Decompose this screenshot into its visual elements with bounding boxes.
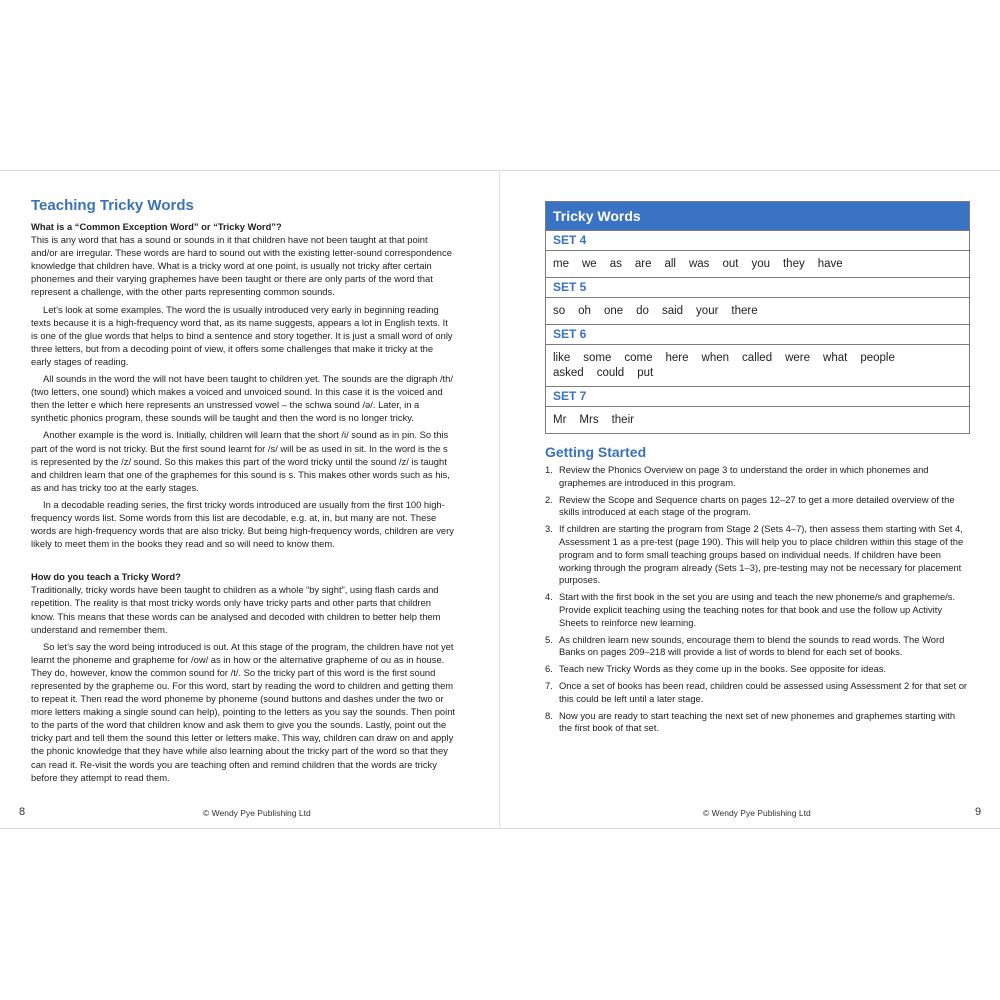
- page-number-right: 9: [975, 806, 982, 818]
- tricky-word: oh: [578, 305, 591, 317]
- tricky-word: what: [823, 352, 848, 364]
- step-text: Teach new Tricky Words as they come up in the books. See opposite for ideas.: [559, 663, 887, 675]
- footer-copyright-left: © Wendy Pye Publishing Ltd: [203, 808, 311, 818]
- tricky-word: have: [817, 258, 843, 270]
- tricky-word: do: [636, 305, 649, 317]
- tricky-words-table-title: Tricky Words: [546, 202, 969, 230]
- step-item: 3. If children are starting the program from Stage 2 (Sets 4–7), then assess them starting with Set 4, Assessment 1 as a pre-test (page 190). This will help you to place children within this stage of the program and to form small teaching groups based on individual needs. If children have been working through the program already (Sets 1–3), pre-testing may not be necessary for placement purposes.: [545, 523, 964, 586]
- paragraph: Let’s look at some examples. The word the is usually introduced very early in beginning reading texts because it is a high-frequency word that, as its name suggests, appears a lot in English texts. It is one of the glue words that helps to bind a sentence and story together. It is just a small word of only three letters, but from a decoding point of view, it offers some challenges that make it tricky at the early stages of reading.: [31, 303, 453, 367]
- tricky-word: out: [722, 258, 739, 270]
- step-item: 4. Start with the first book in the set you are using and teach the new phoneme/s and grapheme/s. Provide explicit teaching using the teaching notes for that book and use the follow up Activity Sheets to reinforce new learning.: [545, 591, 956, 628]
- tricky-word: could: [596, 367, 625, 379]
- getting-started-heading: Getting Started: [545, 444, 647, 460]
- tricky-word: their: [611, 414, 634, 426]
- tricky-word: are: [634, 258, 652, 270]
- set-label: SET 6: [546, 324, 969, 344]
- step-item: 8. Now you are ready to start teaching the next set of new phonemes and graphemes starting with the first book of that set.: [545, 709, 956, 734]
- paragraph: Traditionally, tricky words have been taught to children as a whole “by sight”, using flash cards and repetition. The reality is that most tricky words only have tricky parts and other parts that children know. This means that these words can be analysed and decoded with children to better help them understand and remember them.: [31, 584, 441, 635]
- tricky-word: your: [696, 305, 719, 317]
- tricky-word: all: [664, 258, 676, 270]
- footer-copyright-right: © Wendy Pye Publishing Ltd: [703, 808, 811, 818]
- tricky-word: Mr: [553, 414, 567, 426]
- tricky-word: here: [665, 352, 689, 364]
- page-title: Teaching Tricky Words: [31, 197, 194, 214]
- step-text: Start with the first book in the set you are using and teach the new phoneme/s and grapheme/s. Provide explicit teaching using the teaching notes for that book and use the follow up Activity Sheets to reinforce new learning.: [559, 591, 956, 628]
- set-words-row: [546, 344, 969, 386]
- tricky-word: they: [782, 258, 805, 270]
- paragraph: This is any word that has a sound or sounds in it that children have not been taught at that point and/or are irregular. These words are hard to sound out with the existing letter-sound correspondence knowledge that children have. What is a tricky word at one point, is usually not tricky after certain phonemes and their varying graphemes have been taught or there are only parts of the word that represent a challenge, with the other parts representing common sounds.: [31, 234, 452, 298]
- tricky-words-table: [545, 201, 970, 434]
- set-words-row: [546, 297, 969, 324]
- tricky-word: was: [688, 258, 710, 270]
- paragraph: Another example is the word is. Initially, children will learn that the short /i/ sound as in pin. So this part of the word is not tricky. But the first sound learnt for /s/ will be as used in sit. In the word is the s is represented by the /z/ sound. So this makes this part of the word tricky until the sound /z/ is taught and children learn that one of the graphemes for this sound is s. This makes other words such as his, as and has tricky too at the early stages.: [31, 429, 450, 493]
- step-text: Review the Scope and Sequence charts on pages 12–27 to get a more detailed overview of the skills introduced at each stage of the program.: [559, 493, 955, 518]
- paragraph: So let’s say the word being introduced is out. At this stage of the program, the children have not yet learnt the phoneme and grapheme for /ow/ as in how or the alternative grapheme of ou as in house. They do, however, know the common sound for /t/. So the tricky part of this word is the first sound represented by the grapheme ou. For this word, start by reading the word to children and getting them to repeat it. Then read the word phoneme by phoneme (sound buttons and dashes under the two or more letters making a single sound can help), pointing to the letters as you say the sounds. Then point to the parts of the word that children know and ask them to give you the sounds. Lastly, point out the tricky part and tell them the sound this letter or letters make. This way, children can draw on and apply the phonic knowledge that they have while also learning about the tricky part of the word so that they can read it. Re-visit the words you are teaching often and remind children that the words are tricky before they attempt to read them.: [31, 640, 456, 783]
- tricky-word: people: [860, 352, 895, 364]
- tricky-word: so: [553, 305, 566, 317]
- paragraph: In a decodable reading series, the first tricky words introduced are usually from the first 100 high-frequency words list. Some words from this list are decodable, e.g. at, in, but many are not. These words are high-frequency words that are also tricky. But being high-frequency words, children are very likely to meet them in the books they read and so will need to know them.: [31, 498, 454, 550]
- tricky-word: like: [553, 352, 571, 364]
- tricky-word: were: [785, 352, 811, 364]
- right-page-content: [545, 201, 970, 739]
- step-text: Review the Phonics Overview on page 3 to understand the order in which phonemes and graphemes are introduced in this program.: [559, 464, 929, 488]
- tricky-word: some: [583, 352, 612, 364]
- step-text: Now you are ready to start teaching the next set of new phonemes and graphemes starting with the first book of that set.: [559, 709, 956, 734]
- step-item: 5. As children learn new sounds, encourage them to blend the sounds to read words. The Word Banks on pages 209–218 will provide a list of words to blend for each set of books.: [545, 633, 945, 658]
- set-label: SET 5: [546, 277, 969, 297]
- section-heading-how-to-teach: How do you teach a Tricky Word?: [31, 571, 181, 583]
- step-item: 2. Review the Scope and Sequence charts on pages 12–27 to get a more detailed overview of the skills introduced at each stage of the program.: [545, 493, 955, 518]
- tricky-word: me: [553, 258, 569, 270]
- step-item: 7. Once a set of books has been read, children could be assessed using Assessment 2 for that set or this could be left until a later stage.: [545, 679, 968, 704]
- set-words-row: [546, 250, 969, 277]
- tricky-word: called: [742, 352, 773, 364]
- step-text: Once a set of books has been read, children could be assessed using Assessment 2 for that set or this could be left until a later stage.: [559, 679, 968, 704]
- tricky-word: we: [581, 258, 597, 270]
- set-words-row: [546, 406, 969, 433]
- tricky-word: put: [637, 367, 654, 379]
- page-number-left: 8: [19, 806, 26, 818]
- tricky-word: Mrs: [579, 414, 599, 426]
- tricky-word: come: [624, 352, 653, 364]
- page-gutter: [499, 170, 500, 829]
- step-item: 6. Teach new Tricky Words as they come up in the books. See opposite for ideas.: [545, 663, 887, 675]
- tricky-word: when: [701, 352, 730, 364]
- tricky-word: as: [609, 258, 622, 270]
- set-label: SET 7: [546, 386, 969, 406]
- tricky-word: there: [731, 305, 758, 317]
- tricky-word: asked: [553, 367, 584, 379]
- tricky-word: you: [751, 258, 770, 270]
- getting-started-steps: [545, 464, 970, 735]
- tricky-word: said: [661, 305, 684, 317]
- set-label: SET 4: [546, 230, 969, 250]
- tricky-word: one: [603, 305, 624, 317]
- step-text: As children learn new sounds, encourage them to blend the sounds to read words. The Word Banks on pages 209–218 will provide a list of words to blend for each set of books.: [559, 633, 945, 658]
- section-heading-what-is: What is a “Common Exception Word” or “Tricky Word”?: [31, 221, 282, 232]
- left-page-content: [31, 197, 456, 788]
- paragraph: All sounds in the word the will not have been taught to children yet. The sounds are the digraph /th/ (two letters, one sound) which makes a voiced and unvoiced sound. In this case it is the voiced and then the letter e which here represents an unstressed vowel – the schwa sound /ə/. Later, in a synthetic phonics program, these sounds will be taught and then the word is no longer tricky.: [31, 373, 453, 424]
- step-item: 1. Review the Phonics Overview on page 3 to understand the order in which phonemes and graphemes are introduced in this program.: [545, 464, 929, 488]
- step-text: If children are starting the program from Stage 2 (Sets 4–7), then assess them starting with Set 4, Assessment 1 as a pre-test (page 190). This will help you to place children within this stage of the program and to form small teaching groups based on individual needs. If children have been working through the program already (Sets 1–3), pre-testing may not be necessary for placement purposes.: [559, 523, 964, 586]
